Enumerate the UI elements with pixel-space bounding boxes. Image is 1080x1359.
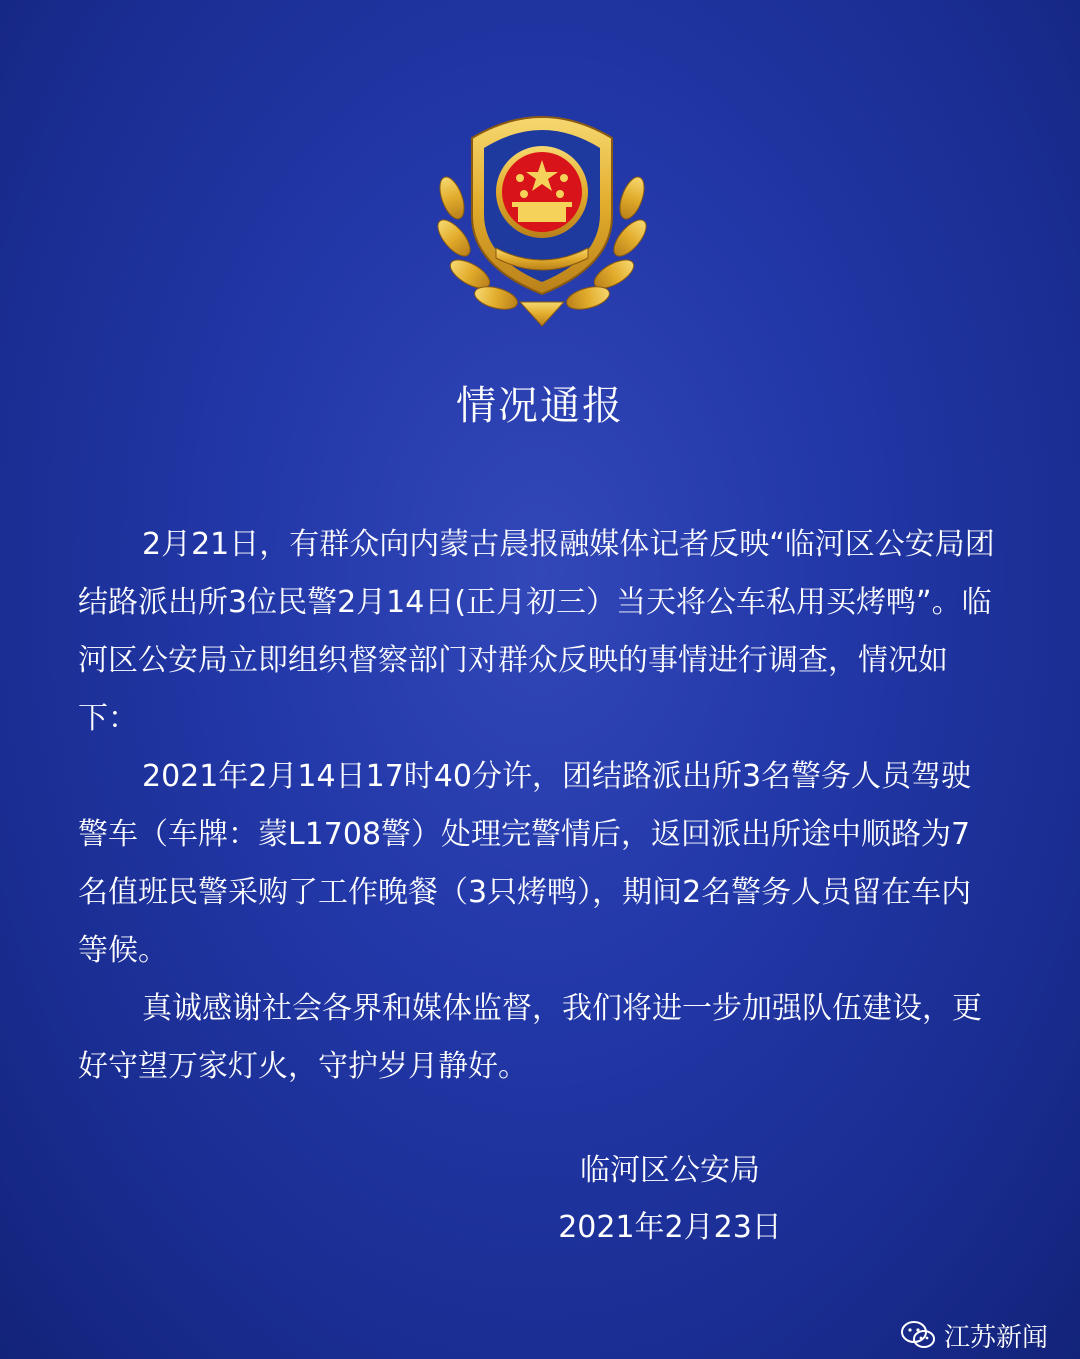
- paragraph: 2月21日，有群众向内蒙古晨报融媒体记者反映“临河区公安局团结路派出所3位民警2月14日(正月初三）当天将公车私用买烤鸭”。临河区公安局立即组织督察部门对群众反映的事情进行调查，情况如下：: [78, 527, 995, 736]
- signature-date: 2021年2月23日: [558, 1210, 782, 1245]
- paragraph: 2021年2月14日17时40分许，团结路派出所3名警务人员驾驶警车（车牌：蒙L1708警）处理完警情后，返回派出所途中顺路为7名值班民警采购了工作晚餐（3只烤鸭），期间2名警务人员留在车内等候。: [78, 759, 972, 968]
- notice-body: [78, 516, 1000, 1096]
- paragraph: 真诚感谢社会各界和媒体监督，我们将进一步加强队伍建设，更好守望万家灯火，守护岁月静好。: [78, 991, 982, 1084]
- wechat-icon: [900, 1320, 936, 1350]
- watermark: [900, 1318, 1048, 1352]
- watermark-text: 江苏新闻: [943, 1322, 1048, 1353]
- signature-org: 临河区公安局: [580, 1153, 760, 1188]
- police-emblem-icon: [424, 98, 660, 334]
- notice-title: 情况通报: [456, 383, 624, 429]
